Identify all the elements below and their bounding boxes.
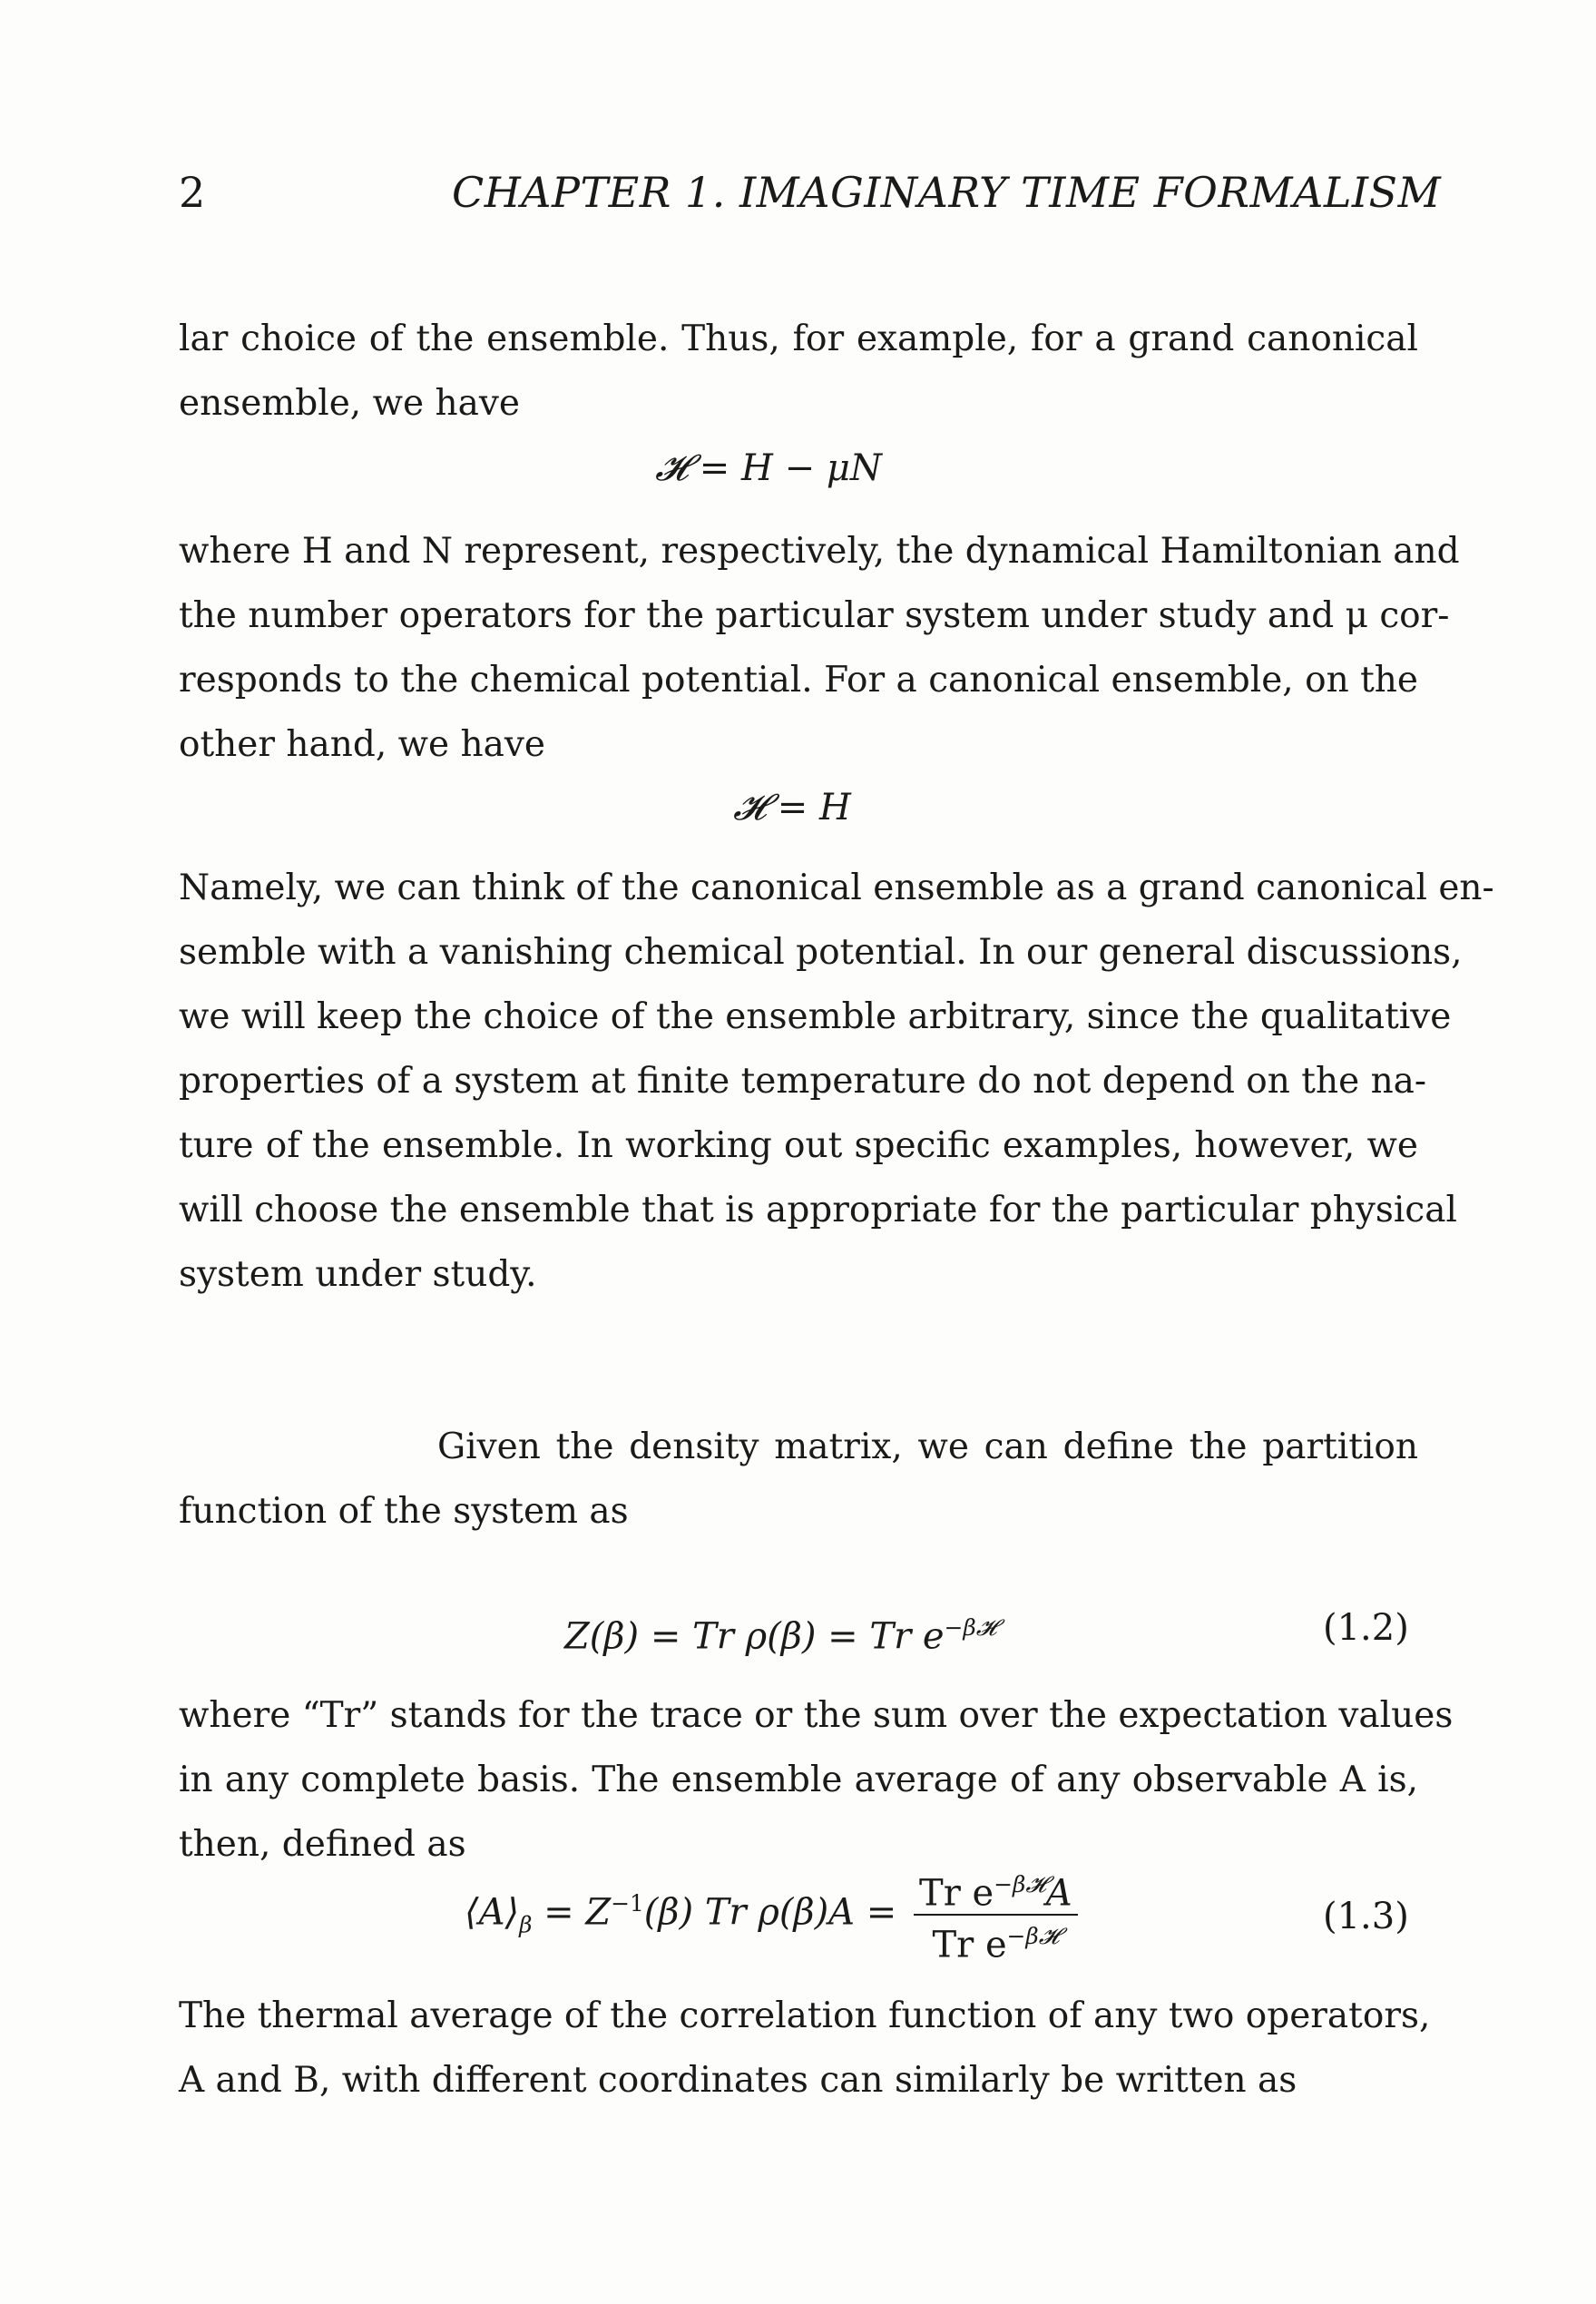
text-line: lar choice of the ensemble. Thus, for example, for a grand canonical [179,319,1418,359]
text-line: function of the system as [179,1491,629,1532]
equation-canonical: 𝓗 = H [733,787,851,828]
partition-exponent: −β𝓗 [944,1614,997,1641]
text-line: ensemble, we have [179,383,520,424]
text-line: we will keep the choice of the ensemble arbitrary, since the qualitative [179,996,1452,1037]
text-line: will choose the ensemble that is appropriate for the particular physical [179,1190,1457,1230]
paragraph-trace-definition [179,1683,1454,1877]
equation-grand-canonical: 𝓗 = H − μN [655,447,882,489]
equation-ensemble-average [465,1864,1078,1966]
average-inverse-exponent: −1 [611,1890,644,1917]
equation-partition-function [564,1601,996,1663]
text-line: then, defined as [179,1824,466,1865]
text-line: semble with a vanishing chemical potential. In our general discussions, [179,932,1463,973]
text-line: other hand, we have [179,724,545,765]
text-line: the number operators for the particular system under study and μ cor- [179,595,1450,636]
text-line: ture of the ensemble. In working out specific examples, however, we [179,1125,1418,1166]
average-middle: = Z [532,1891,612,1934]
equation-number-1-2: (1.2) [1323,1607,1409,1649]
average-trace: (β) Tr ρ(β)A = [643,1891,897,1934]
paragraph-ensemble-intro [179,307,1418,436]
text-line: The thermal average of the correlation function of any two operators, [179,1995,1431,2036]
text-line: responds to the chemical potential. For a canonical ensemble, on the [179,660,1418,701]
text-line: A and B, with different coordinates can similarly be written as [179,2060,1297,2101]
page-number: 2 [179,168,206,217]
text-line: Namely, we can think of the canonical ensemble as a grand canonical en- [179,868,1494,908]
partition-expression: Z(β) = Tr ρ(β) = Tr e [564,1615,945,1658]
paragraph-hamiltonian-definition [179,519,1460,777]
text-line: in any complete basis. The ensemble average of any observable A is, [179,1760,1418,1800]
text-line: Given the density matrix, we can define the partition [437,1427,1418,1467]
average-lhs: ⟨A⟩ [465,1891,520,1934]
average-subscript: β [519,1911,533,1938]
running-title: CHAPTER 1. IMAGINARY TIME FORMALISM [452,168,1442,217]
fraction-numerator: Tr $e^{-\beta 𝓗}A$ [914,1864,1078,1916]
text-line: where “Tr” stands for the trace or the sum over the expectation values [179,1695,1454,1736]
fraction-denominator: Tr $e^{-\beta 𝓗}$ [932,1923,1060,1966]
paragraph-correlation-function [179,1984,1431,2113]
text-line: where H and N represent, respectively, the dynamical Hamiltonian and [179,531,1460,572]
paragraph-canonical-ensemble [179,856,1494,1307]
average-fraction [914,1864,1078,1966]
text-line: properties of a system at finite temperature do not depend on the na- [179,1061,1427,1102]
paragraph-partition-intro [179,1415,1418,1544]
text-line: system under study. [179,1254,537,1295]
equation-number-1-3: (1.3) [1323,1896,1409,1937]
